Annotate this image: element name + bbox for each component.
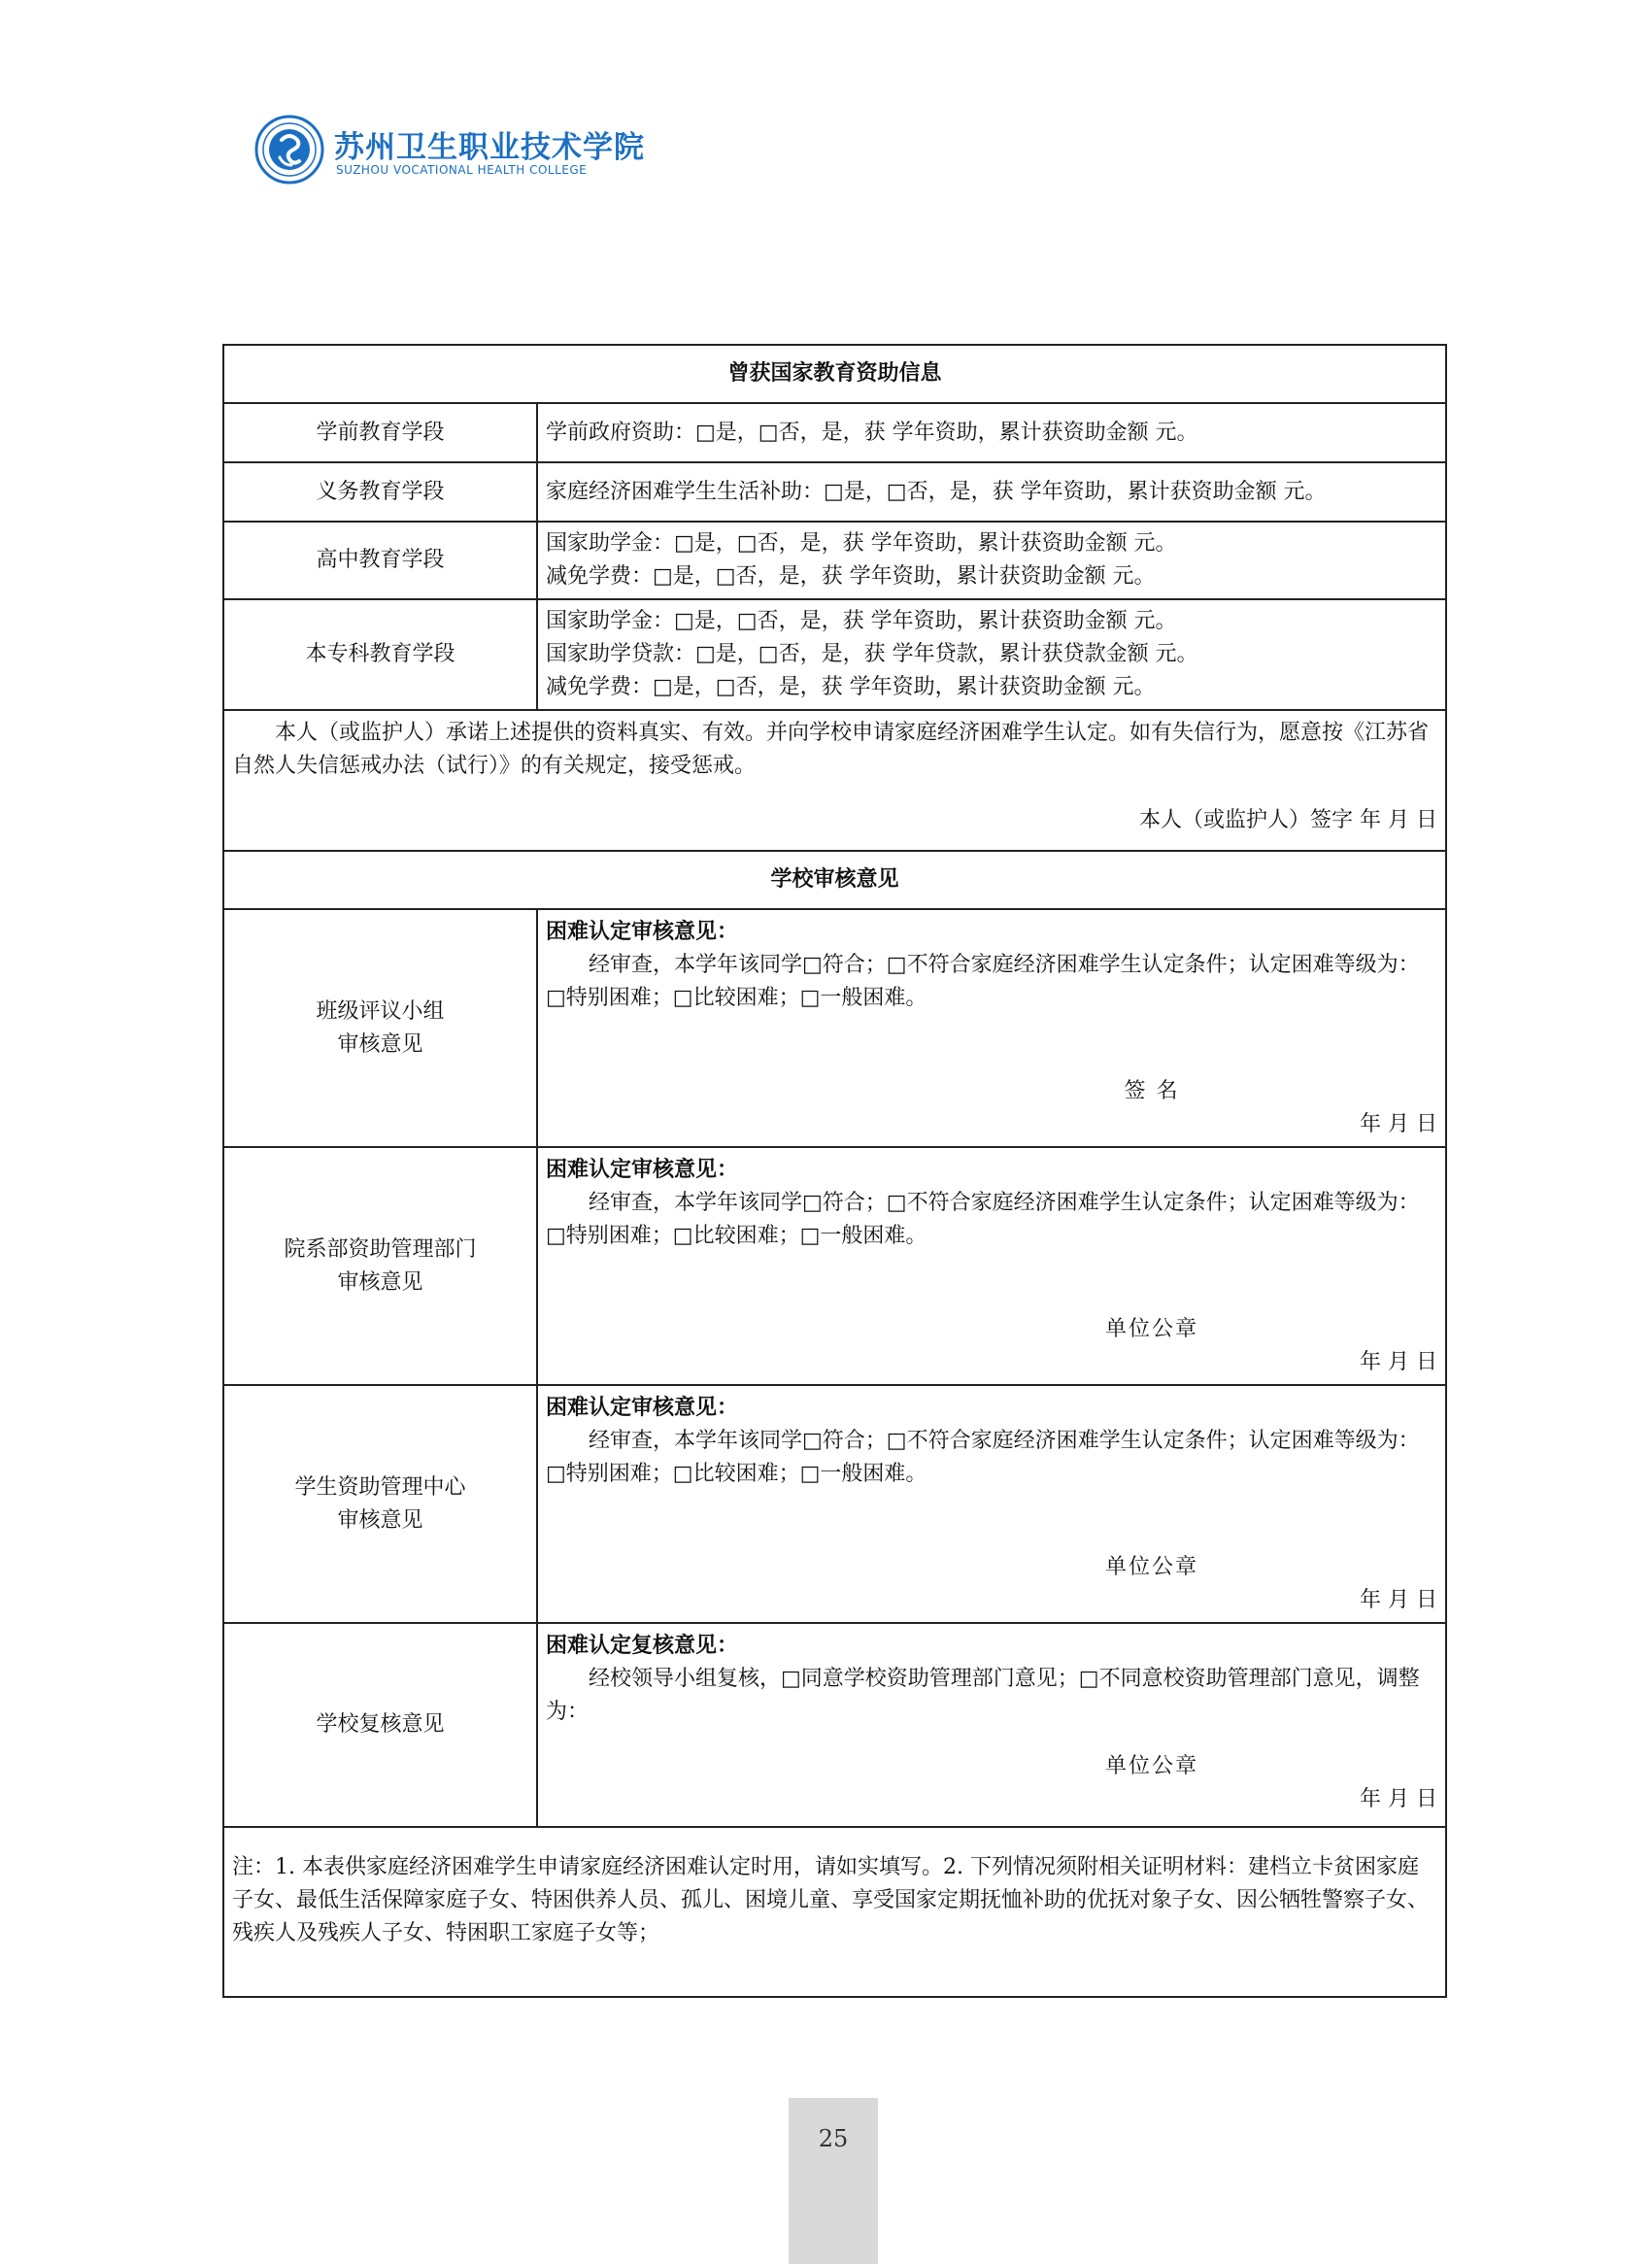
review-opinion-school-recheck (537, 1623, 1446, 1827)
review-label-aid-center (223, 1385, 537, 1623)
stage-line: 国家助学金：□是，□否，是，获 学年资助，累计获资助金额 元。 (546, 609, 1177, 633)
opinion-heading: 困难认定审核意见： (546, 1158, 739, 1182)
opinion-sign: 单位公章 (1105, 1555, 1199, 1579)
opinion-heading: 困难认定审核意见： (546, 1396, 739, 1420)
opinion-date: 年 月 日 (1360, 1588, 1438, 1612)
aid-application-form (222, 344, 1447, 1998)
page-number: 25 (818, 2125, 849, 2152)
opinion-body: 经审查，本学年该同学□符合；□不符合家庭经济困难学生认定条件；认定困难等级为：□特别困难；□比较困难；□一般困难。 (546, 1191, 1420, 1248)
college-logo (254, 115, 682, 192)
review-opinion-department (537, 1147, 1446, 1385)
review-label-line: 学校复核意见 (316, 1712, 445, 1737)
review-label-class-panel (223, 909, 537, 1147)
opinion-date: 年 月 日 (1360, 1350, 1438, 1374)
college-name-cn: 苏州卫生职业技术学院 (334, 130, 645, 165)
stage-label-college: 本专科教育学段 (223, 599, 537, 710)
page-number-box (789, 2098, 878, 2264)
opinion-sign: 单位公章 (1105, 1754, 1199, 1778)
review-label-line: 审核意见 (337, 1507, 423, 1533)
opinion-body: 经审查，本学年该同学□符合；□不符合家庭经济困难学生认定条件；认定困难等级为：□特别困难；□比较困难；□一般困难。 (546, 1429, 1420, 1486)
opinion-sign: 签 名 (1124, 1079, 1180, 1103)
note-cell (223, 1827, 1446, 1997)
review-label-line: 学生资助管理中心 (294, 1474, 466, 1500)
pledge-text: 本人（或监护人）承诺上述提供的资料真实、有效。并向学校申请家庭经济困难学生认定。如有失信行为，愿意按《江苏省自然人失信惩戒办法（试行）》的有关规定，接受惩戒。 (232, 721, 1430, 778)
review-section-title: 学校审核意见 (223, 851, 1446, 909)
review-opinion-aid-center (537, 1385, 1446, 1623)
review-label-department (223, 1147, 537, 1385)
review-label-line: 班级评议小组 (316, 998, 445, 1024)
opinion-heading: 困难认定审核意见： (546, 920, 739, 944)
opinion-body: 经审查，本学年该同学□符合；□不符合家庭经济困难学生认定条件；认定困难等级为：□特别困难；□比较困难；□一般困难。 (546, 953, 1420, 1010)
stage-label-highschool: 高中教育学段 (223, 522, 537, 599)
stage-line: 家庭经济困难学生生活补助：□是，□否，是，获 学年资助，累计获资助金额 元。 (546, 479, 1327, 504)
college-name-en: SUZHOU VOCATIONAL HEALTH COLLEGE (336, 163, 588, 177)
review-label-line: 审核意见 (337, 1031, 423, 1057)
college-emblem-icon (254, 115, 324, 185)
opinion-heading: 困难认定复核意见： (546, 1634, 739, 1658)
stage-label-preschool: 学前教育学段 (223, 403, 537, 462)
stage-line: 国家助学贷款：□是，□否，是，获 学年贷款，累计获贷款金额 元。 (546, 642, 1198, 666)
pledge-signature: 本人（或监护人）签字 年 月 日 (1139, 808, 1438, 832)
stage-line: 减免学费：□是，□否，是，获 学年资助，累计获资助金额 元。 (546, 675, 1156, 699)
opinion-date: 年 月 日 (1360, 1787, 1438, 1811)
review-label-line: 院系部资助管理部门 (284, 1236, 477, 1262)
stage-line: 学前政府资助：□是，□否，是，获 学年资助，累计获资助金额 元。 (546, 420, 1198, 445)
opinion-body: 经校领导小组复核，□同意学校资助管理部门意见；□不同意校资助管理部门意见，调整为： (546, 1667, 1420, 1724)
review-opinion-class-panel (537, 909, 1446, 1147)
review-label-line: 审核意见 (337, 1269, 423, 1295)
pledge-cell (223, 710, 1446, 851)
opinion-date: 年 月 日 (1360, 1112, 1438, 1136)
aid-section-title: 曾获国家教育资助信息 (223, 345, 1446, 403)
stage-line: 国家助学金：□是，□否，是，获 学年资助，累计获资助金额 元。 (546, 531, 1177, 556)
stage-label-compulsory: 义务教育学段 (223, 462, 537, 522)
form-note: 注：1. 本表供家庭经济困难学生申请家庭经济困难认定时用，请如实填写。2. 下列情况须附相关证明材料：建档立卡贫困家庭子女、最低生活保障家庭子女、特困供养人员、孤儿、困境儿童、享受国家定期抚恤补助的优抚对象子女、因公牺牲警察子女、残疾人及残疾人子女、特困职工家庭子女等； (232, 1855, 1430, 1945)
review-label-school-recheck (223, 1623, 537, 1827)
stage-line: 减免学费：□是，□否，是，获 学年资助，累计获资助金额 元。 (546, 564, 1156, 589)
opinion-sign: 单位公章 (1105, 1317, 1199, 1341)
